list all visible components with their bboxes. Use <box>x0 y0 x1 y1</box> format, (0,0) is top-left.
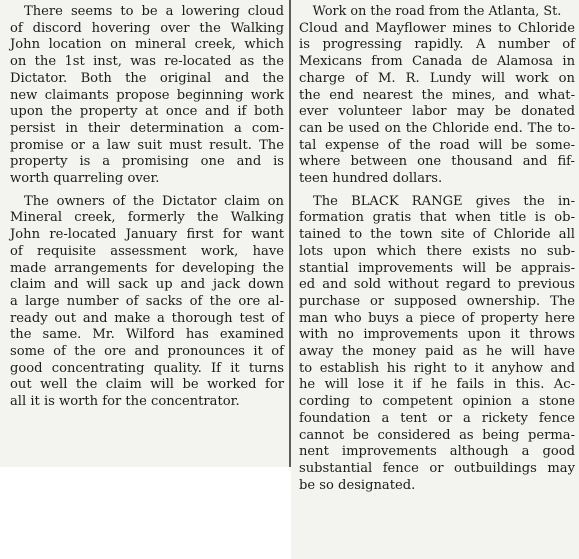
text-line: persist in their determination a com- <box>10 120 284 136</box>
text-line: stantial improvements will be apprais- <box>299 260 575 276</box>
text-line: ever volunteer labor may be donated <box>299 104 575 120</box>
text-line: made arrangements for developing the <box>10 260 284 276</box>
article-road-work <box>299 4 575 188</box>
text-line: he will lose it if he fails in this. Ac- <box>299 377 575 393</box>
text-line: tal expense of the road will be some- <box>299 137 575 153</box>
text-line: man who buys a piece of property here <box>299 310 575 326</box>
text-line: upon the property at once and if both <box>10 104 284 120</box>
text-line: promise or a law suit must result. The <box>10 137 284 153</box>
text-line: all it is worth for the concentrator. <box>10 394 240 410</box>
text-line: purchase or supposed ownership. The <box>299 293 575 309</box>
article-chloride-town-site <box>299 194 575 495</box>
text-line: can be used on the Chloride end. The to- <box>299 120 575 136</box>
text-line: be so designated. <box>299 477 416 493</box>
text-line: away the money paid as he will have <box>299 344 575 360</box>
text-line: ed and sold without regard to previous <box>299 277 575 293</box>
text-line: tained to the town site of Chloride all <box>299 227 575 243</box>
text-line: on the 1st inst, was re-located as the <box>10 54 284 70</box>
text-line: The BLACK RANGE gives the in- <box>313 193 575 209</box>
text-line: claim and will sack up and jack down <box>10 277 284 293</box>
text-line: good concentrating quality. If it turns <box>10 360 284 376</box>
text-line: teen hundred dollars. <box>299 171 443 187</box>
right-column <box>291 0 579 559</box>
text-line: the end nearest the mines, and what- <box>299 87 575 103</box>
text-line: Mexicans from Canada de Alamosa in <box>299 54 575 70</box>
text-line: The owners of the Dictator claim on <box>24 193 284 209</box>
text-line: of discord hovering over the Walking <box>10 20 284 36</box>
left-column <box>0 0 290 467</box>
text-line: substantial fence or outbuildings may <box>299 460 575 476</box>
text-line: charge of M. R. Lundy will work on <box>299 70 575 86</box>
text-line: of requisite assessment work, have <box>10 243 284 259</box>
text-line: Dictator. Both the original and the <box>10 70 284 86</box>
text-line: Mineral creek, formerly the Walking <box>10 210 284 226</box>
text-line: cording to competent opinion a stone <box>299 394 575 410</box>
text-line: where between one thousand and fif- <box>299 154 575 170</box>
text-line: to establish his right to it anyhow and <box>299 360 575 376</box>
text-line: ready out and make a thorough test of <box>10 310 284 326</box>
article-dictator-claim <box>10 194 284 411</box>
text-line: There seems to be a lowering cloud <box>24 4 284 19</box>
text-line: a large number of sacks of the ore al- <box>10 293 284 309</box>
text-line: the same. Mr. Wilford has examined <box>10 327 284 343</box>
text-line: Work on the road from the Atlanta, St. <box>312 4 562 19</box>
text-line: cannot be considered as being perma- <box>299 427 575 443</box>
article-walking-john-dispute <box>10 4 284 188</box>
text-line: property is a promising one and is <box>10 154 284 170</box>
text-line: formation gratis that when title is ob- <box>299 210 575 226</box>
text-line: is progressing rapidly. A number of <box>299 37 575 53</box>
text-line: new claimants propose beginning work <box>10 87 284 103</box>
text-line: worth quarreling over. <box>10 171 160 187</box>
text-line: lots upon which there exists no sub- <box>299 243 575 259</box>
text-line: foundation a tent or a rickety fence <box>299 410 575 426</box>
text-line: John location on mineral creek, which <box>10 37 284 53</box>
text-line: John re-located January first for want <box>10 227 284 243</box>
text-line: nent improvements although a good <box>299 444 575 460</box>
text-line: with no improvements upon it throws <box>299 327 575 343</box>
text-line: some of the ore and pronounces it of <box>10 344 284 360</box>
text-line: out well the claim will be worked for <box>10 377 284 393</box>
text-line: Cloud and Mayflower mines to Chloride <box>299 20 575 36</box>
